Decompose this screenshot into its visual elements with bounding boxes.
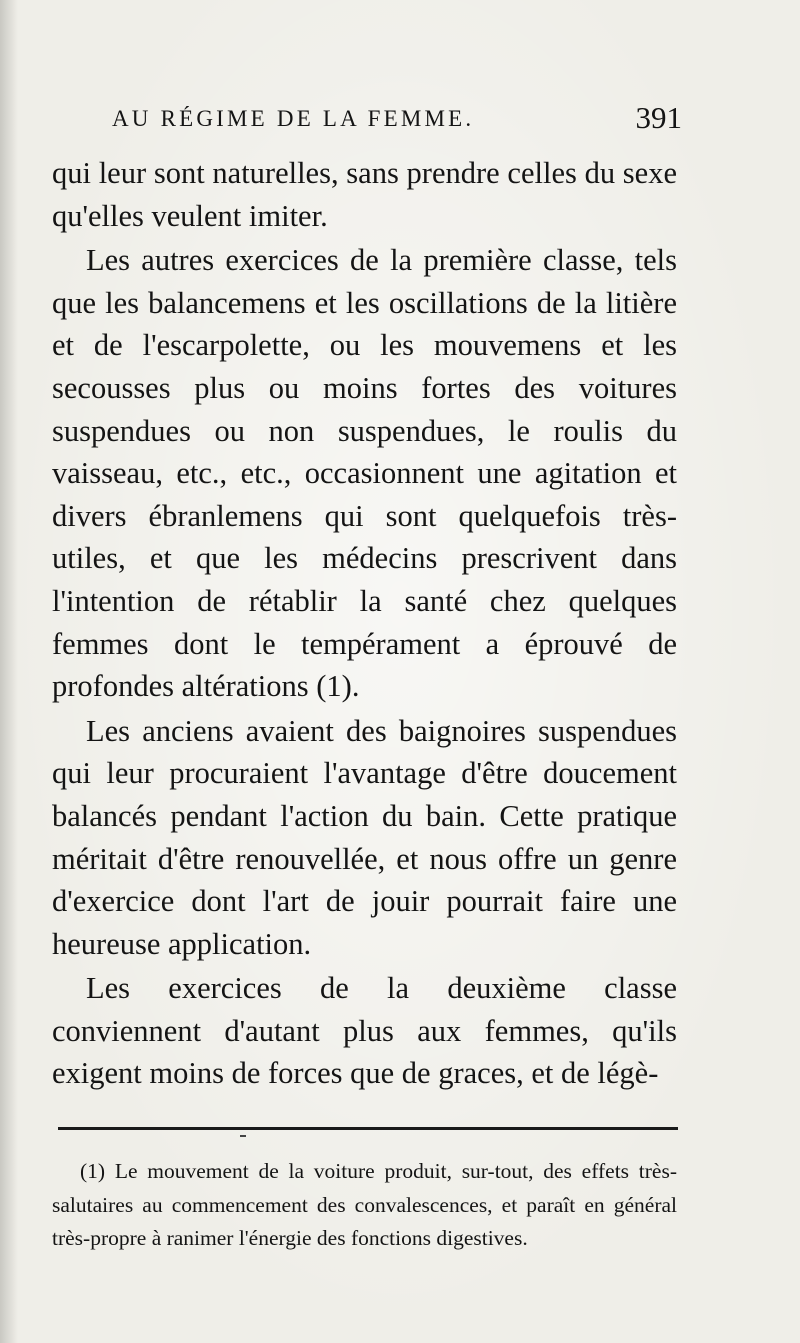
paragraph: Les autres exercices de la première classe, tels que les balancemens et les oscillations de la litière et de l'escarpolette, ou les mouvemens et les secousses plus ou moins fortes des voitures suspendues ou non suspendues, le roulis du vaisseau, etc., etc., occasionnent une agitation et divers ébranlemens qui sont quelquefois très-utiles, et que les médecins prescrivent dans l'intention de rétablir la santé chez quelques femmes dont le tempérament a éprouvé de profondes altérations (1). bbox=[52, 243, 677, 704]
footnote-separator bbox=[58, 1127, 678, 1130]
page-header bbox=[112, 100, 682, 140]
separator-mark bbox=[240, 1135, 246, 1137]
footnote bbox=[52, 1155, 677, 1256]
page-number: 391 bbox=[635, 100, 682, 135]
paragraph: Les anciens avaient des baignoires suspendues qui leur procuraient l'avantage d'être doucement balancés pendant l'action du bain. Cette pratique méritait d'être renouvellée, et nous offre un genre d'exercice dont l'art de jouir pourrait faire une heureuse application. bbox=[52, 713, 677, 961]
running-title: AU RÉGIME DE LA FEMME. bbox=[112, 106, 475, 131]
body-text bbox=[52, 152, 677, 1095]
paragraph: Les exercices de la deuxième classe conviennent d'autant plus aux femmes, qu'ils exigent moins de forces que de graces, et de légè- bbox=[52, 971, 677, 1091]
footnote-text: (1) Le mouvement de la voiture produit, sur-tout, des effets très-salutaires au commencement des convalescences, et paraît en général très-propre à ranimer l'énergie des fonctions digestives. bbox=[52, 1159, 677, 1250]
paragraph: qui leur sont naturelles, sans prendre celles du sexe qu'elles veulent imiter. bbox=[52, 156, 677, 233]
binding-shadow bbox=[0, 0, 18, 1343]
